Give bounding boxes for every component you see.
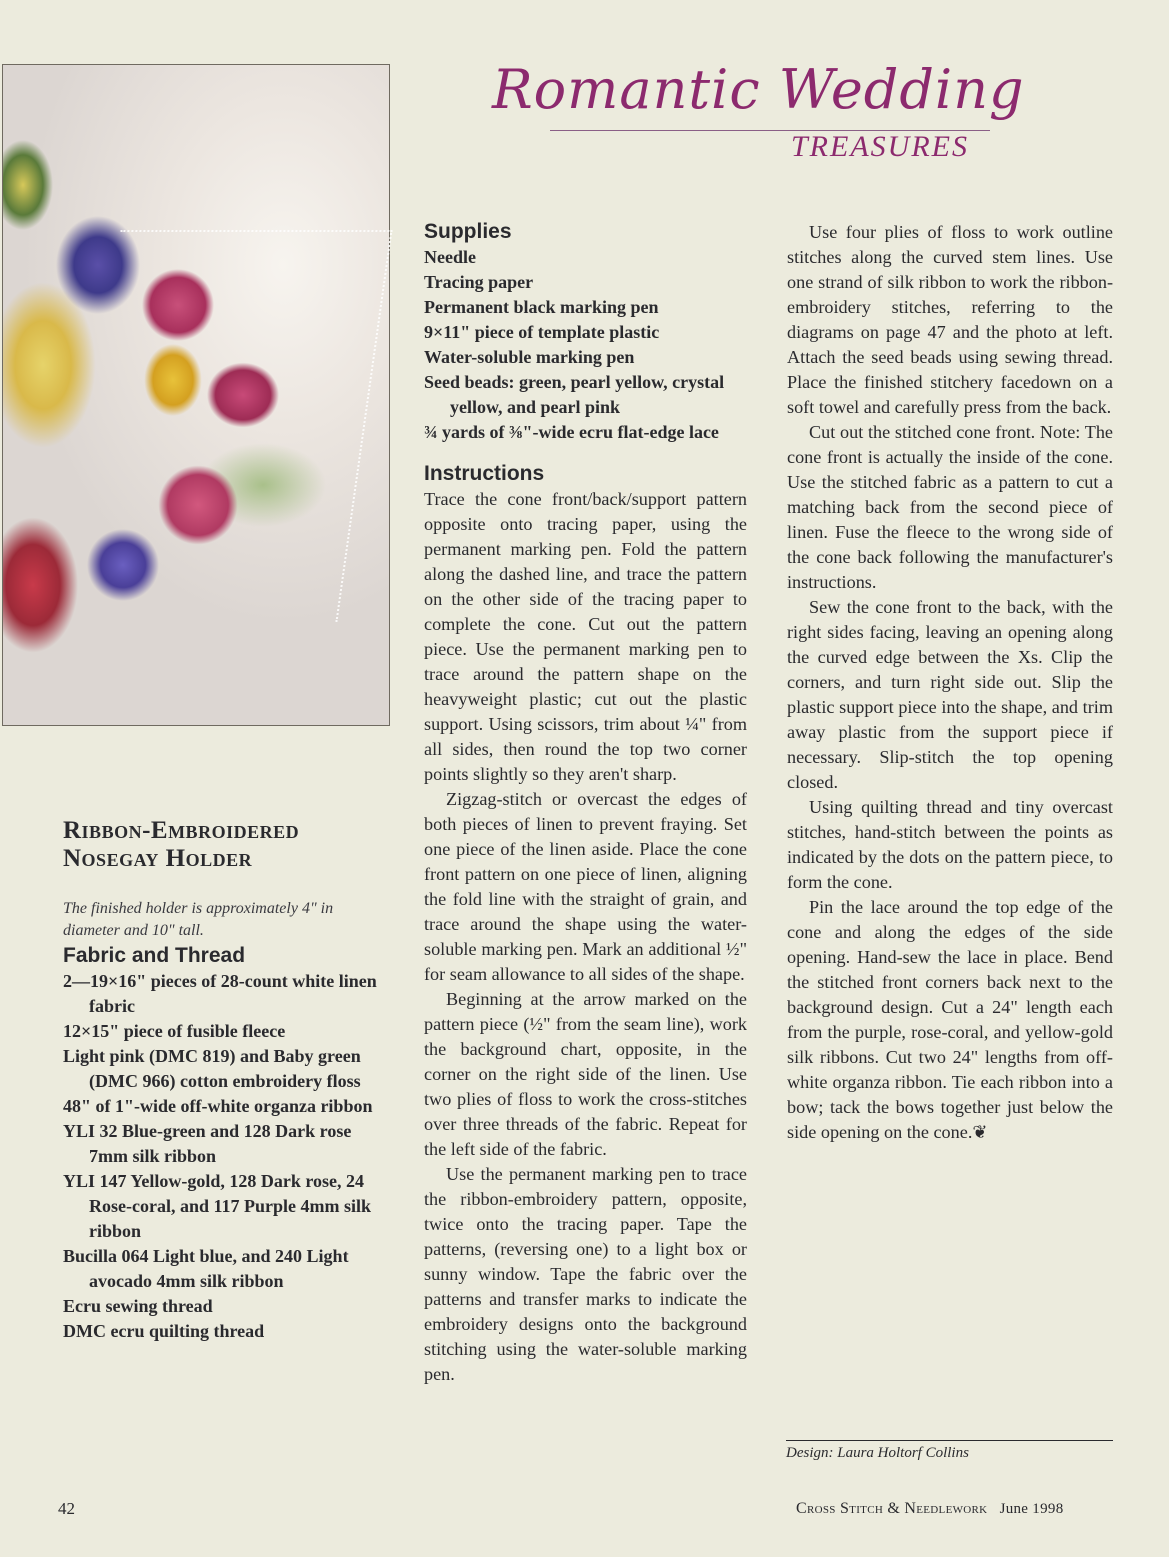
page-number: 42 [58,1499,75,1518]
project-title-line1: Ribbon-Embroidered [63,817,300,844]
instruction-paragraph: Beginning at the arrow marked on the pattern piece (½" from the seam line), work the background chart, opposite, in the corner on the right side of the linen. Use two plies of floss to work the cross-stitches over three threads of the fabric. Repeat for the left side of the fabric. [424,989,747,1159]
instruction-paragraph: Cut out the stitched cone front. Note: The cone front is actually the inside of the cone. Use the stitched fabric as a pattern to cut a matching back from the second piece of linen. Fuse the fleece to the wrong side of the cone back following the manufacturer's instructions. [787,422,1113,592]
list-item: 48" of 1"-wide off-white organza ribbon [63,1096,373,1116]
design-credit: Design: Laura Holtorf Collins [786,1445,969,1461]
list-item: 12×15" piece of fusible fleece [63,1021,286,1041]
title-subtitle: TREASURES [791,130,969,163]
instruction-paragraph: Use four plies of floss to work outline stitches along the curved stem lines. Use one strand of silk ribbon to work the ribbon-embroidery stitches, referring to the diagrams on page 47 and the photo at left. Attach the seed beads using sewing thread. Place the finished stitchery facedown on a soft towel and carefully press from the back. [787,222,1113,417]
list-item: DMC ecru quilting thread [63,1321,265,1341]
list-item: Ecru sewing thread [63,1296,213,1316]
list-item: Light pink (DMC 819) and Baby green (DMC 966) cotton embroidery floss [63,1046,361,1091]
list-item: 9×11" piece of template plastic [424,322,660,342]
lace-edge-decoration [65,230,392,622]
supplies-heading: Supplies [424,220,512,243]
supplies-instructions-column [424,218,747,1387]
fabric-thread-heading: Fabric and Thread [63,944,246,967]
list-item: YLI 32 Blue-green and 128 Dark rose 7mm silk ribbon [63,1121,352,1166]
instruction-paragraph: Sew the cone front to the back, with the right sides facing, leaving an opening along the curved edge between the Xs. Clip the corners, and turn right side out. Slip the plastic support piece into the shape, and trim away plastic from the support piece if necessary. Slip-stitch the top opening closed. [787,597,1113,792]
list-item: 2—19×16" pieces of 28-count white linen fabric [63,971,377,1016]
instruction-paragraph: Zigzag-stitch or overcast the edges of both pieces of linen to prevent fraying. Set one piece of the linen aside. Place the cone front pattern on one piece of linen, aligning the fold line with the straight of grain, and trace around the shape using the water-soluble marking pen. Mark an additional ½" for seam allowance to all sides of the shape. [424,789,747,984]
fabric-thread-list [63,969,393,1344]
page-title [486,58,1046,176]
instructions-continued [787,220,1113,1145]
title-script: Romantic Wedding [492,58,1025,121]
instruction-paragraph: Use the permanent marking pen to trace the ribbon-embroidery pattern, opposite, twice onto the tracing paper. Tape the patterns, (reversing one) to a light box or sunny window. Tape the fabric over the patterns and transfer marks to indicate the embroidery designs onto the background stitching using the water-soluble marking pen. [424,1164,747,1384]
project-photo [2,64,390,726]
issue-date: June 1998 [999,1501,1064,1517]
supplies-list [424,245,747,445]
list-item: Bucilla 064 Light blue, and 240 Light avocado 4mm silk ribbon [63,1246,349,1291]
magazine-name: Cross Stitch & Needlework [796,1500,988,1517]
project-title-line2: Nosegay Holder [63,845,253,872]
instruction-paragraph: Pin the lace around the top edge of the cone and along the edges of the side opening. Hand-sew the lace in place. Bend the stitched front corners back next to the background design. Cut a 24" length each from the purple, rose-coral, and yellow-gold silk ribbons. Cut two 24" lengths from off-white organza ribbon. Tie each ribbon into a bow; tack the bows together just below the side opening on the cone.❦ [787,897,1113,1142]
list-item: Seed beads: green, pearl yellow, crystal yellow, and pearl pink [424,372,725,417]
list-item: Needle [424,247,476,267]
list-item: YLI 147 Yellow-gold, 128 Dark rose, 24 Rose-coral, and 117 Purple 4mm silk ribbon [63,1171,371,1241]
list-item: Water-soluble marking pen [424,347,635,367]
fabric-thread-section [63,942,393,1344]
magazine-footer [796,1500,1064,1518]
instruction-paragraph: Using quilting thread and tiny overcast stitches, hand-stitch between the points as indicated by the dots on the pattern piece, to form the cone. [787,797,1113,892]
instructions-heading: Instructions [424,462,545,485]
list-item: ¾ yards of ⅜"-wide ecru flat-edge lace [424,422,719,442]
list-item: Tracing paper [424,272,534,292]
project-title [63,817,393,873]
instruction-paragraph: Trace the cone front/back/support pattern opposite onto tracing paper, using the permanent marking pen. Fold the pattern along the dashed line, and trace the pattern on the other side of the tracing paper to complete the cone. Cut out the pattern piece. Use the permanent marking pen to trace around the pattern shape on the heavyweight plastic; cut out the plastic support. Using scissors, trim about ¼" from all sides, then round the top two corner points slightly so they aren't sharp. [424,489,747,784]
credit-rule [786,1440,1113,1441]
project-intro: The finished holder is approximately 4" in diameter and 10" tall. [63,900,334,939]
list-item: Permanent black marking pen [424,297,659,317]
instructions-body [424,487,747,1387]
